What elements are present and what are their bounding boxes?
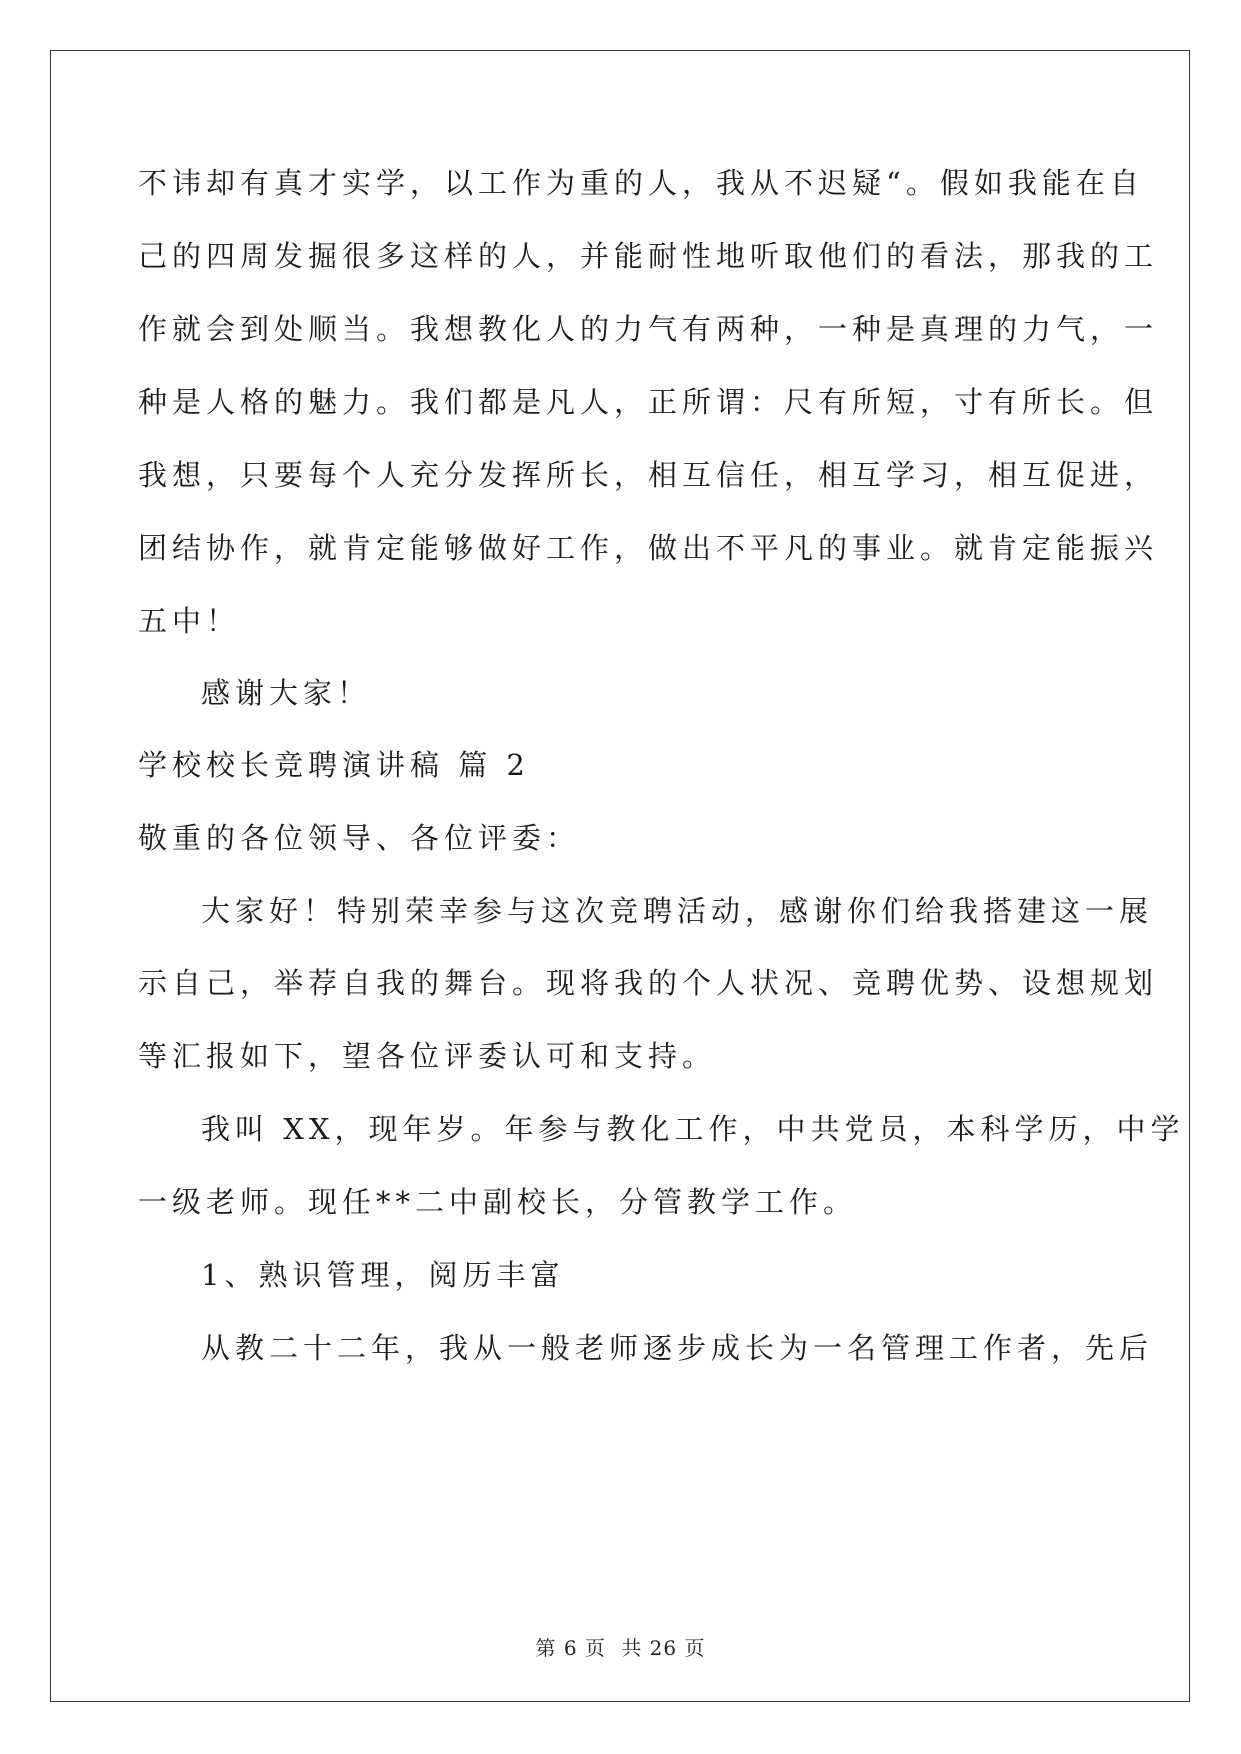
text-line: 己的四周发掘很多这样的人，并能耐性地听取他们的看法，那我的工 <box>138 239 1159 273</box>
text-line: 我想，只要每个人充分发挥所长，相互信任，相互学习，相互促进， <box>138 458 1159 492</box>
section-heading: 学校校长竞聘演讲稿 篇 2 <box>138 748 530 782</box>
closing-line: 感谢大家！ <box>201 676 372 710</box>
text-line: 种是人格的魅力。我们都是凡人，正所谓：尺有所短，寸有所长。但 <box>138 385 1159 419</box>
text-line: 等汇报如下，望各位评委认可和支持。 <box>138 1039 717 1073</box>
text-line: 团结协作，就肯定能够做好工作，做出不平凡的事业。就肯定能振兴 <box>138 531 1159 565</box>
text-line: 不讳却有真才实学，以工作为重的人，我从不迟疑“。假如我能在自 <box>138 166 1144 200</box>
page-total: 共 26 页 <box>621 1636 706 1660</box>
text-line: 示自己，举荐自我的舞台。现将我的个人状况、竞聘优势、设想规划 <box>138 966 1159 1000</box>
text-line: 一级老师。现任**二中副校长，分管教学工作。 <box>138 1185 858 1219</box>
subheading: 1、熟识管理，阅历丰富 <box>201 1258 565 1292</box>
page-footer <box>0 1632 1241 1661</box>
page-number: 第 6 页 <box>535 1636 606 1660</box>
text-line: 作就会到处顺当。我想教化人的力气有两种，一种是真理的力气，一 <box>138 312 1159 346</box>
text-line: 五中！ <box>138 604 241 638</box>
page-border <box>50 50 1190 1702</box>
text-line: 从教二十二年，我从一般老师逐步成长为一名管理工作者，先后 <box>201 1331 1154 1365</box>
salutation: 敬重的各位领导、各位评委： <box>138 821 581 855</box>
text-line: 大家好！特别荣幸参与这次竞聘活动，感谢你们给我搭建这一展 <box>201 894 1154 928</box>
text-line: 我叫 XX，现年岁。年参与教化工作，中共党员，本科学历，中学 <box>201 1112 1185 1146</box>
